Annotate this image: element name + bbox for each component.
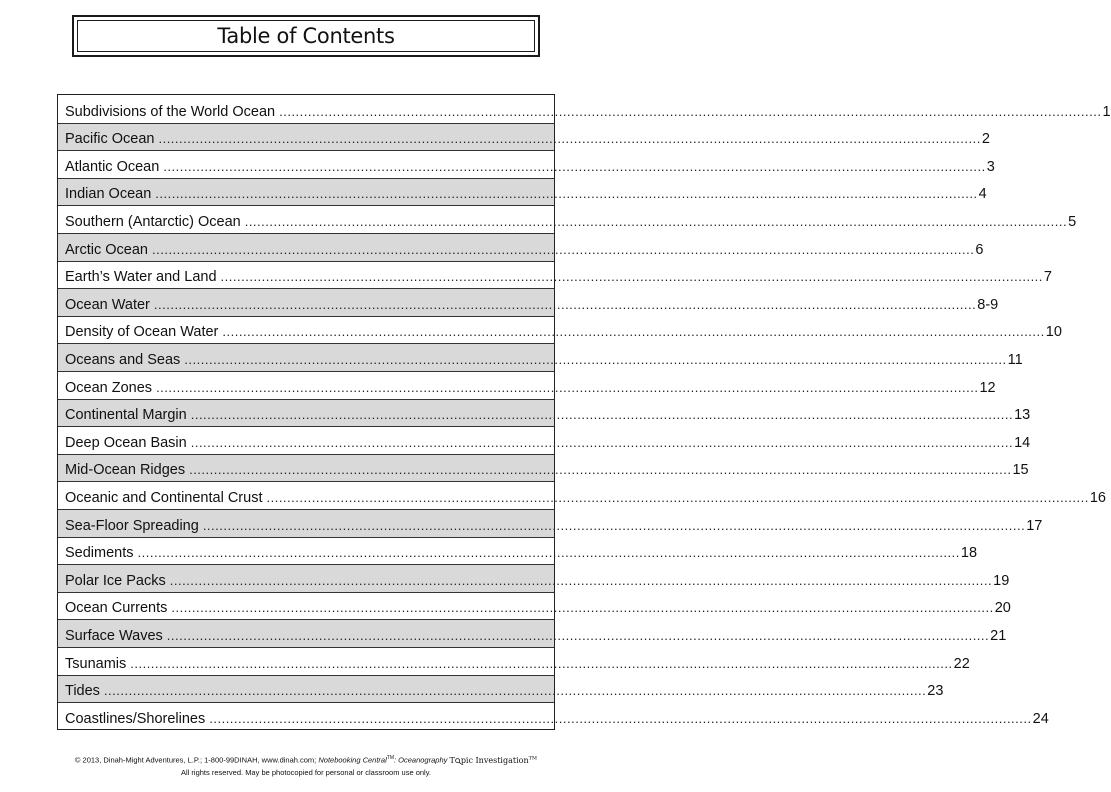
toc-dot-leader: ........................................................................................................................................................................................................ [163,158,986,174]
toc-row [58,288,999,316]
toc-entry-title: Indian Ocean [65,186,152,203]
toc-row [58,564,1010,592]
toc-entry-page: 24 [1032,710,1049,727]
toc-entry-page: 8-9 [977,296,999,313]
toc-entry-page: 14 [1014,434,1031,451]
toc-dot-leader: ........................................................................................................................................................................................................ [184,351,1007,367]
toc-entry-page: 5 [1068,213,1077,230]
toc-entry-title: Oceanic and Continental Crust [65,489,263,506]
toc-entry-page: 20 [994,600,1011,617]
toc-dot-leader: ........................................................................................................................................................................................................ [190,434,1014,450]
toc-row [58,123,990,151]
toc-table [57,94,1111,730]
toc-row [58,371,996,399]
toc-row [58,509,1043,537]
magnifier-icon [455,758,461,764]
toc-entry-title: Density of Ocean Water [65,324,219,341]
toc-row [58,233,984,261]
toc-entry-title: Oceans and Seas [65,351,181,368]
topic-logo-t: T [449,755,455,765]
toc-dot-leader: ........................................................................................................................................................................................................ [222,324,1045,340]
toc-row [58,343,1023,371]
toc-row [58,619,1007,647]
topic-logo-tm: TM [528,755,538,761]
footer [0,752,612,779]
toc-row [58,205,1077,233]
toc-row [58,454,1029,482]
toc-entry-page: 6 [975,241,984,258]
toc-entry-title: Coastlines/Shorelines [65,710,206,727]
toc-entry-page: 19 [993,572,1010,589]
toc-row [58,261,1052,289]
footer-subject: : Oceanography [394,755,448,765]
toc-entry-title: Ocean Currents [65,600,168,617]
title-inner-border [77,20,535,52]
toc-entry-page: 2 [981,131,990,148]
toc-entry-title: Continental Margin [65,407,187,424]
toc-row [58,316,1062,344]
toc-dot-leader: ........................................................................................................................................................................................................ [130,655,953,671]
toc-entry-title: Tsunamis [65,655,127,672]
toc-dot-leader: ........................................................................................................................................................................................................ [169,572,993,588]
title-frame [72,15,540,57]
topic-logo-rest: pic Investigation [460,755,529,765]
toc-entry-title: Atlantic Ocean [65,158,160,175]
toc-dot-leader: ........................................................................................................................................................................................................ [166,627,990,643]
toc-entry-page: 13 [1014,407,1031,424]
page-title: Table of Contents [217,24,395,48]
footer-series-tm: TM [386,755,394,762]
topic-investigation-logo [449,756,537,765]
toc-row [58,481,1106,509]
toc-row [58,647,970,675]
toc-dot-leader: ........................................................................................................................................................................................................ [279,103,1102,119]
toc-entry-page: 15 [1012,462,1029,479]
toc-dot-leader: ........................................................................................................................................................................................................ [202,517,1026,533]
toc-entry-title: Tides [65,683,100,700]
toc-entry-page: 21 [990,627,1007,644]
toc-dot-leader: ........................................................................................................................................................................................................ [158,131,981,147]
toc-row [58,95,1111,123]
toc-entry-title: Ocean Zones [65,379,153,396]
toc-entry-page: 23 [927,683,944,700]
toc-row [58,399,1031,427]
toc-entry-title: Deep Ocean Basin [65,434,187,451]
toc-row [58,178,987,206]
toc-entry-title: Mid-Ocean Ridges [65,462,186,479]
toc-dot-leader: ........................................................................................................................................................................................................ [189,462,1012,478]
toc-dot-leader: ........................................................................................................................................................................................................ [155,186,978,202]
toc-entry-page: 1 [1102,103,1111,120]
toc-entry-title: Pacific Ocean [65,131,155,148]
toc-entry-title: Subdivisions of the World Ocean [65,103,276,120]
toc-entry-page: 16 [1089,489,1106,506]
toc-entry-page: 10 [1045,324,1062,341]
toc-dot-leader: ........................................................................................................................................................................................................ [103,683,927,699]
toc-entry-title: Polar Ice Packs [65,572,166,589]
toc-entry-page: 11 [1007,351,1023,368]
toc-entry-page: 12 [979,379,996,396]
toc-entry-title: Earth’s Water and Land [65,269,217,286]
toc-entry-page: 3 [986,158,995,175]
toc-entry-title: Sea-Floor Spreading [65,517,199,534]
footer-series: Notebooking Central [318,755,387,765]
toc-row [58,592,1011,620]
toc-dot-leader: ........................................................................................................................................................................................................ [137,545,960,561]
toc-dot-leader: ........................................................................................................................................................................................................ [209,710,1032,726]
toc-row [58,150,995,178]
toc-entry-title: Sediments [65,545,134,562]
toc-dot-leader: ........................................................................................................................................................................................................ [171,600,994,616]
toc-dot-leader: ........................................................................................................................................................................................................ [156,379,979,395]
toc-row [58,426,1031,454]
toc-entry-page: 7 [1043,269,1052,286]
toc-entry-title: Arctic Ocean [65,241,148,258]
footer-rights: All rights reserved. May be photocopied for personal or classroom use only. [181,767,431,777]
toc-dot-leader: ........................................................................................................................................................................................................ [153,296,977,312]
toc-entry-title: Ocean Water [65,296,150,313]
toc-dot-leader: ........................................................................................................................................................................................................ [244,213,1068,229]
toc-dot-leader: ........................................................................................................................................................................................................ [152,241,975,257]
toc-entry-page: 22 [953,655,970,672]
toc-dot-leader: ........................................................................................................................................................................................................ [266,489,1089,505]
toc-dot-leader: ........................................................................................................................................................................................................ [190,407,1014,423]
toc-entry-title: Surface Waves [65,627,163,644]
toc-entry-page: 17 [1026,517,1043,534]
footer-copyright: © 2013, Dinah-Might Adventures, L.P.; 1-800-99DINAH, www.dinah.com; [74,755,317,765]
toc-dot-leader: ........................................................................................................................................................................................................ [220,269,1043,285]
toc-row [58,702,1049,730]
toc-row [58,537,978,565]
toc-row [58,675,944,703]
toc-entry-page: 18 [960,545,978,562]
toc-entry-page: 4 [978,186,987,203]
toc-entry-title: Southern (Antarctic) Ocean [65,213,241,230]
